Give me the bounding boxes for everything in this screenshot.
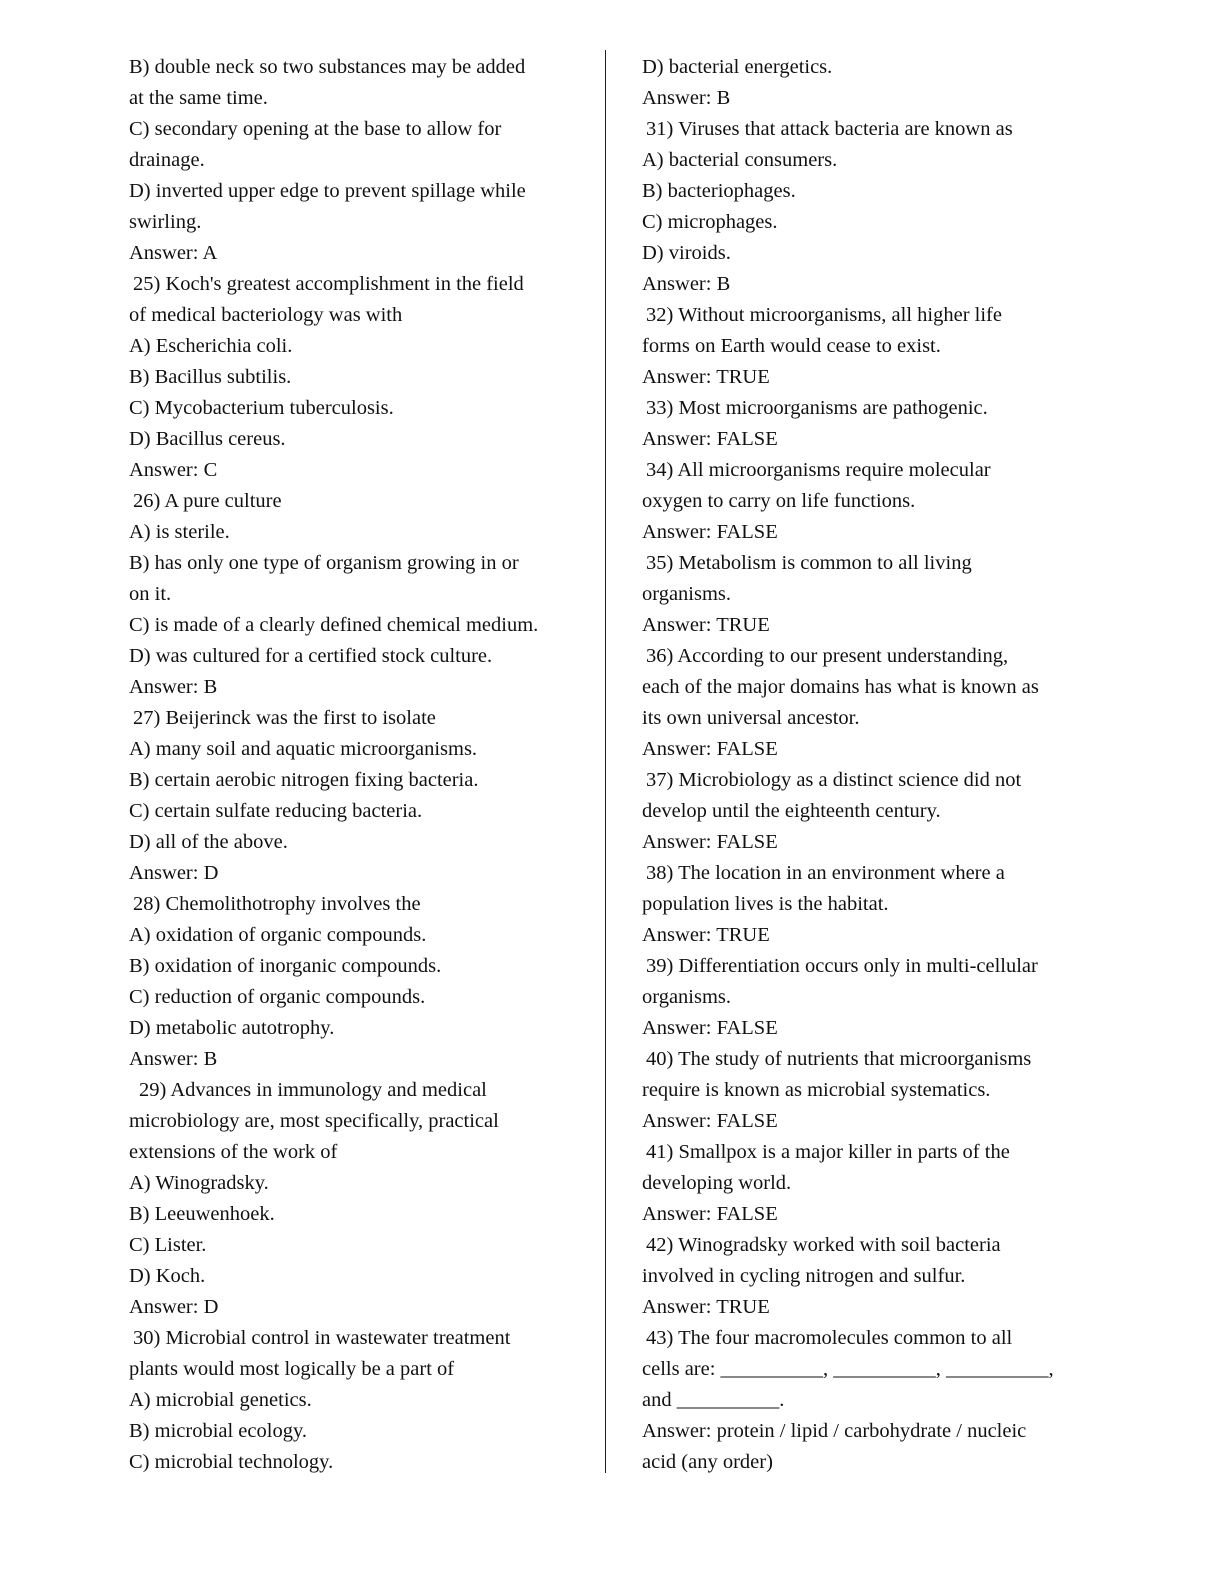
question-line: 32) Without microorganisms, all higher life: [646, 304, 1002, 326]
option-line: C) Mycobacterium tuberculosis.: [129, 397, 394, 419]
text-line: acid (any order): [642, 1451, 773, 1473]
answer-line: Answer: FALSE: [642, 1203, 778, 1225]
option-line: D) was cultured for a certified stock culture.: [129, 645, 493, 667]
option-line: A) Winogradsky.: [129, 1172, 269, 1194]
option-line: D) bacterial energetics.: [642, 56, 833, 78]
option-line: C) secondary opening at the base to allow for: [129, 118, 502, 140]
question-line: 39) Differentiation occurs only in multi-cellular: [646, 955, 1038, 977]
option-line: B) Leeuwenhoek.: [129, 1203, 275, 1225]
text-line: extensions of the work of: [129, 1141, 338, 1163]
option-line: A) microbial genetics.: [129, 1389, 312, 1411]
text-line: cells are: __________, __________, __________,: [642, 1358, 1054, 1380]
question-line: 36) According to our present understanding,: [646, 645, 1009, 667]
answer-line: Answer: B: [129, 1048, 218, 1070]
option-line: D) all of the above.: [129, 831, 288, 853]
question-line: 42) Winogradsky worked with soil bacteria: [646, 1234, 1001, 1256]
text-line: its own universal ancestor.: [642, 707, 860, 729]
option-line: B) certain aerobic nitrogen fixing bacteria.: [129, 769, 479, 791]
option-line: A) bacterial consumers.: [642, 149, 838, 171]
text-line: swirling.: [129, 211, 202, 233]
question-line: 43) The four macromolecules common to all: [646, 1327, 1013, 1349]
option-line: A) many soil and aquatic microorganisms.: [129, 738, 478, 760]
text-line: at the same time.: [129, 87, 268, 109]
column-divider: [605, 50, 606, 1473]
answer-line: Answer: B: [129, 676, 218, 698]
question-line: 35) Metabolism is common to all living: [646, 552, 972, 574]
answer-line: Answer: TRUE: [642, 614, 770, 636]
option-line: D) Bacillus cereus.: [129, 428, 286, 450]
text-line: on it.: [129, 583, 172, 605]
option-line: A) oxidation of organic compounds.: [129, 924, 427, 946]
text-line: each of the major domains has what is known as: [642, 676, 1039, 698]
text-line: developing world.: [642, 1172, 792, 1194]
question-line: 26) A pure culture: [133, 490, 282, 512]
text-line: involved in cycling nitrogen and sulfur.: [642, 1265, 966, 1287]
option-line: D) inverted upper edge to prevent spillage while: [129, 180, 526, 202]
answer-line: Answer: FALSE: [642, 428, 778, 450]
question-line: 41) Smallpox is a major killer in parts of the: [646, 1141, 1010, 1163]
option-line: B) double neck so two substances may be added: [129, 56, 526, 78]
question-line: 30) Microbial control in wastewater treatment: [133, 1327, 511, 1349]
text-line: organisms.: [642, 583, 732, 605]
answer-line: Answer: FALSE: [642, 738, 778, 760]
question-line: 37) Microbiology as a distinct science did not: [646, 769, 1022, 791]
question-line: 33) Most microorganisms are pathogenic.: [646, 397, 988, 419]
answer-line: Answer: TRUE: [642, 366, 770, 388]
text-line: microbiology are, most specifically, practical: [129, 1110, 499, 1132]
text-line: population lives is the habitat.: [642, 893, 889, 915]
text-line: drainage.: [129, 149, 205, 171]
option-line: D) viroids.: [642, 242, 731, 264]
text-line: of medical bacteriology was with: [129, 304, 403, 326]
option-line: C) reduction of organic compounds.: [129, 986, 426, 1008]
text-line: require is known as microbial systematics.: [642, 1079, 991, 1101]
option-line: D) metabolic autotrophy.: [129, 1017, 335, 1039]
option-line: D) Koch.: [129, 1265, 206, 1287]
text-line: develop until the eighteenth century.: [642, 800, 941, 822]
answer-line: Answer: FALSE: [642, 521, 778, 543]
option-line: B) Bacillus subtilis.: [129, 366, 292, 388]
text-line: forms on Earth would cease to exist.: [642, 335, 941, 357]
question-line: 28) Chemolithotrophy involves the: [133, 893, 421, 915]
question-line: 34) All microorganisms require molecular: [646, 459, 991, 481]
question-line: 31) Viruses that attack bacteria are known as: [646, 118, 1013, 140]
answer-line: Answer: FALSE: [642, 1110, 778, 1132]
option-line: B) oxidation of inorganic compounds.: [129, 955, 442, 977]
option-line: C) Lister.: [129, 1234, 207, 1256]
question-line: 29) Advances in immunology and medical: [139, 1079, 487, 1101]
answer-line: Answer: FALSE: [642, 831, 778, 853]
option-line: B) has only one type of organism growing in or: [129, 552, 519, 574]
option-line: C) microphages.: [642, 211, 778, 233]
option-line: C) microbial technology.: [129, 1451, 334, 1473]
text-line: plants would most logically be a part of: [129, 1358, 455, 1380]
answer-line: Answer: C: [129, 459, 218, 481]
option-line: A) Escherichia coli.: [129, 335, 293, 357]
text-line: and __________.: [642, 1389, 785, 1411]
option-line: C) certain sulfate reducing bacteria.: [129, 800, 423, 822]
text-line: oxygen to carry on life functions.: [642, 490, 916, 512]
answer-line: Answer: TRUE: [642, 1296, 770, 1318]
answer-line: Answer: D: [129, 862, 219, 884]
left-column: [129, 52, 579, 1478]
option-line: A) is sterile.: [129, 521, 230, 543]
option-line: C) is made of a clearly defined chemical medium.: [129, 614, 539, 636]
question-line: 38) The location in an environment where a: [646, 862, 1005, 884]
answer-line: Answer: protein / lipid / carbohydrate / nucleic: [642, 1420, 1027, 1442]
answer-line: Answer: B: [642, 87, 731, 109]
answer-line: Answer: D: [129, 1296, 219, 1318]
option-line: B) bacteriophages.: [642, 180, 796, 202]
right-column: [642, 52, 1092, 1478]
text-line: organisms.: [642, 986, 732, 1008]
answer-line: Answer: FALSE: [642, 1017, 778, 1039]
answer-line: Answer: TRUE: [642, 924, 770, 946]
answer-line: Answer: B: [642, 273, 731, 295]
option-line: B) microbial ecology.: [129, 1420, 307, 1442]
question-line: 25) Koch's greatest accomplishment in the field: [133, 273, 524, 295]
question-line: 27) Beijerinck was the first to isolate: [133, 707, 436, 729]
answer-line: Answer: A: [129, 242, 218, 264]
question-line: 40) The study of nutrients that microorganisms: [646, 1048, 1032, 1070]
